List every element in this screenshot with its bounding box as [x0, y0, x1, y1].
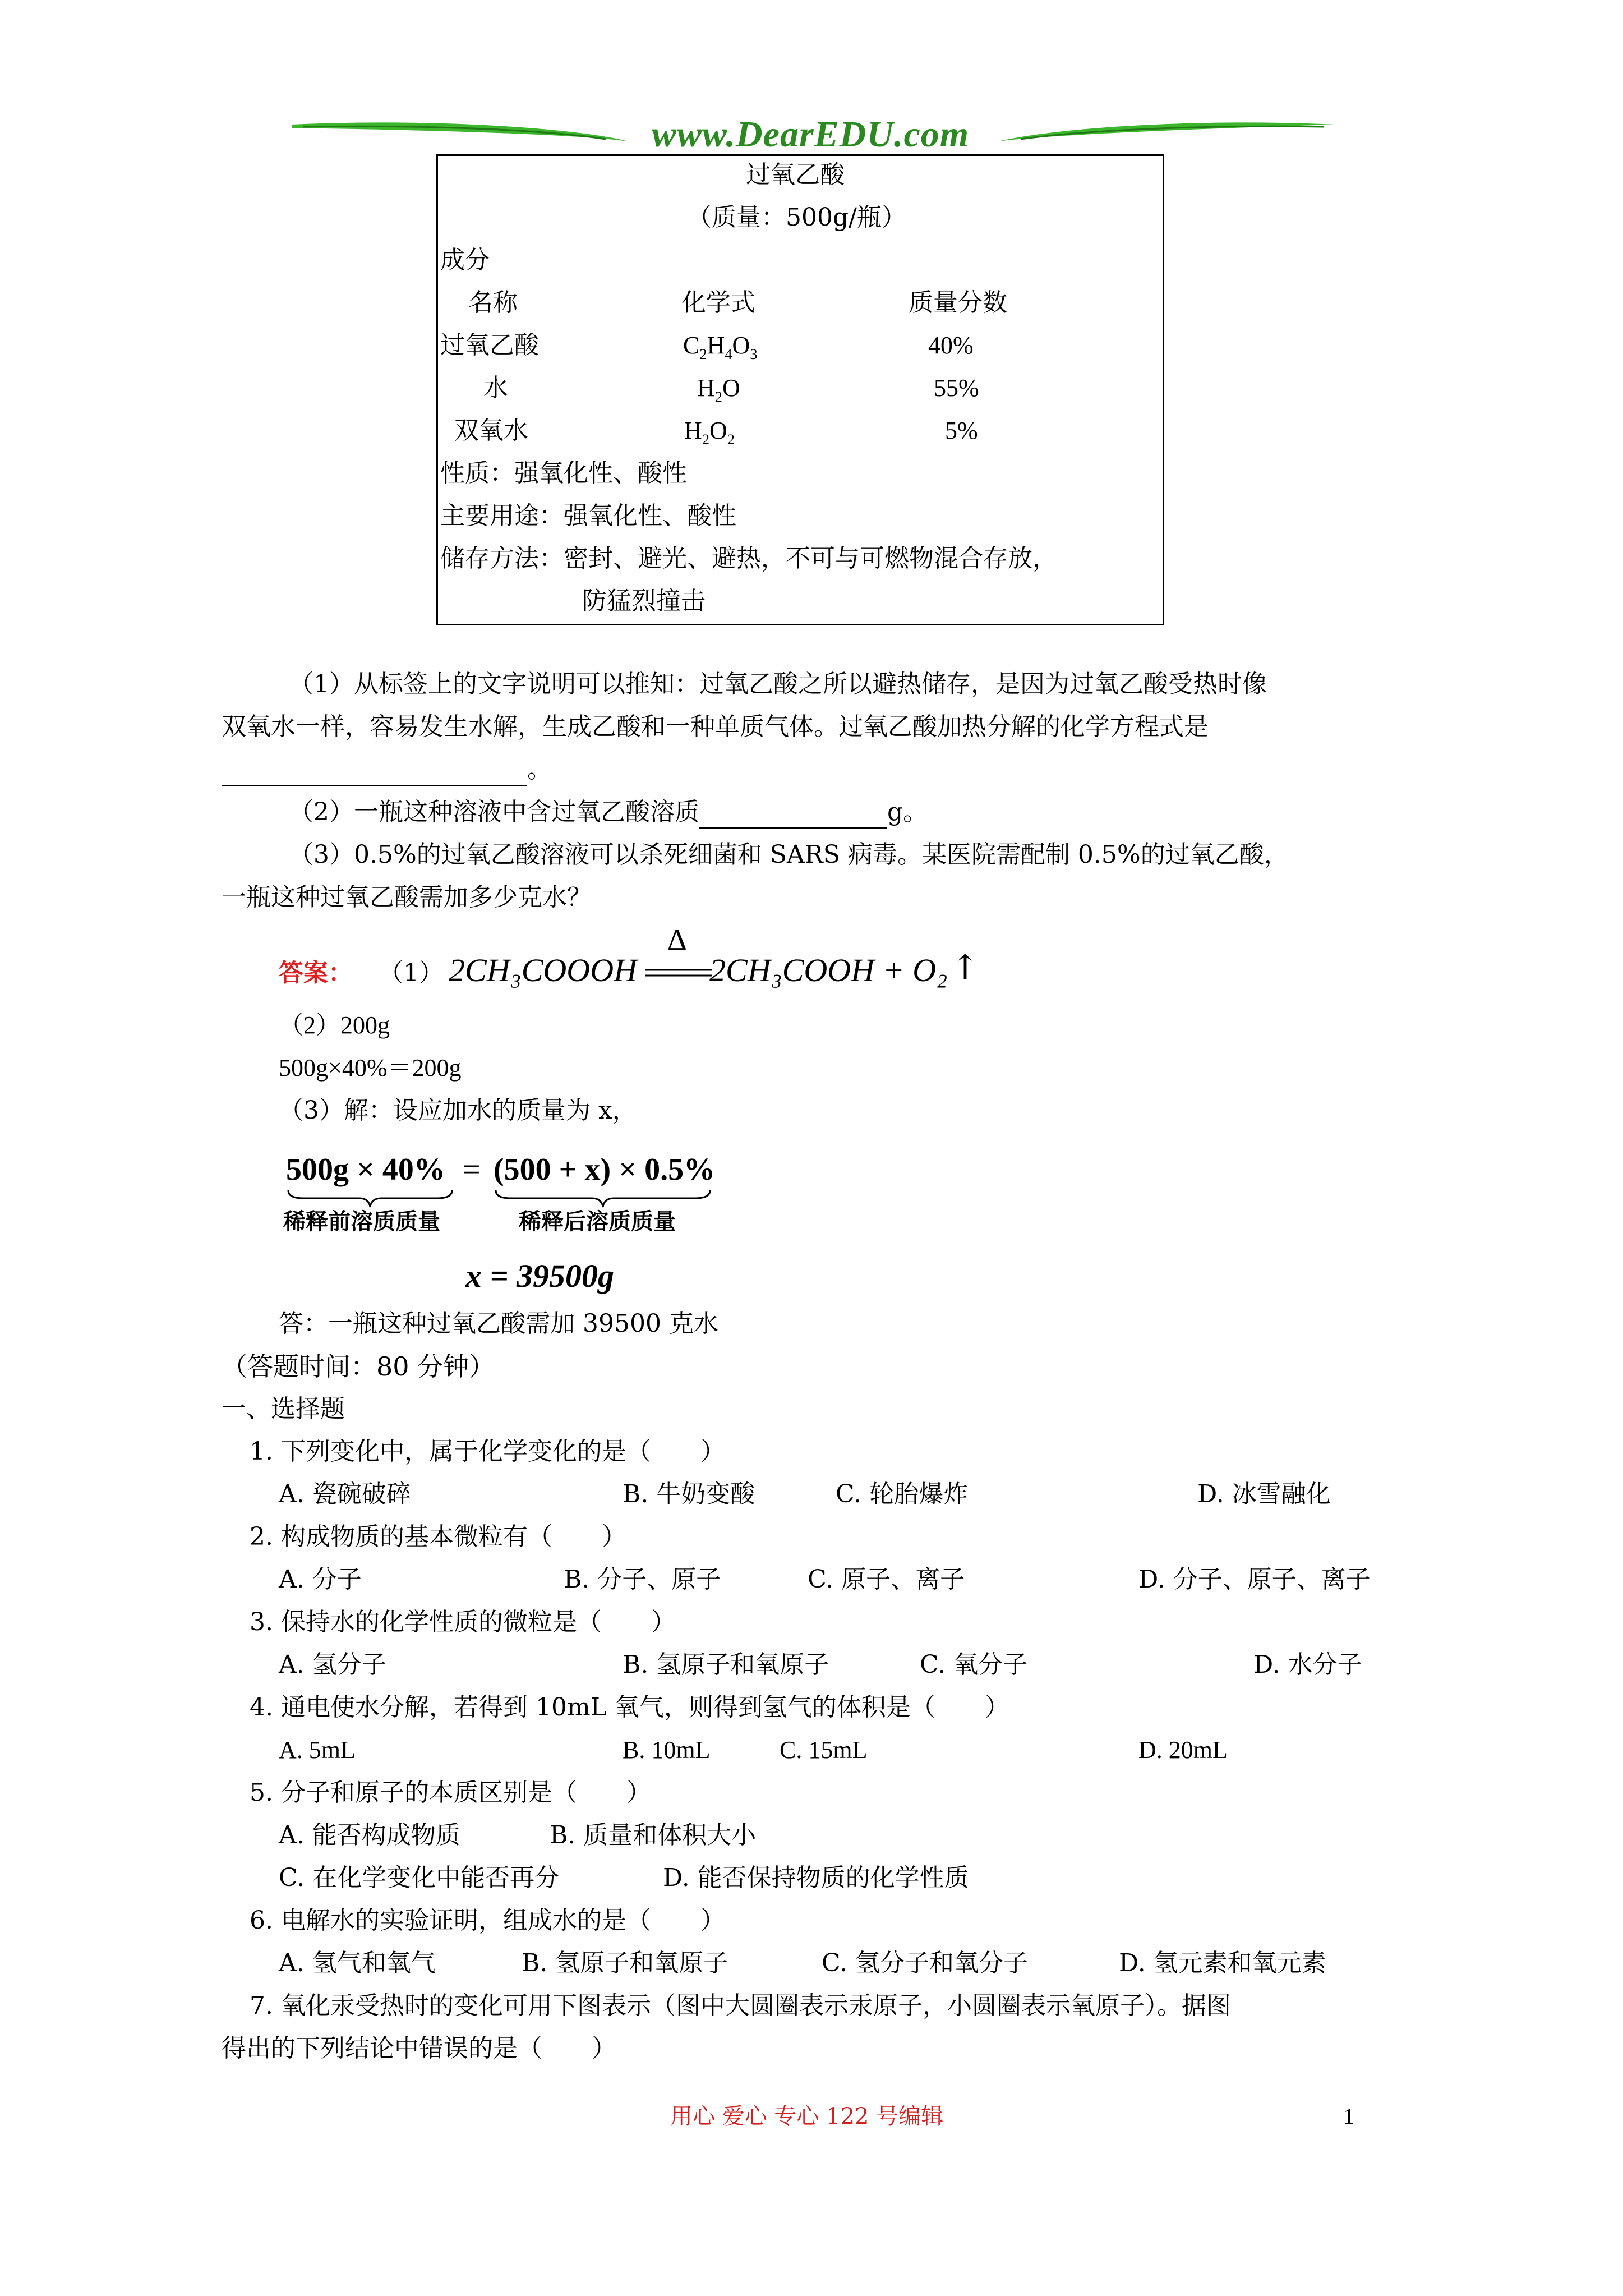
label-row-formula: $C_2H_4O_3$: [683, 332, 758, 362]
label-storage: 储存方法：密封、避光、避热，不可与可燃物混合存放，: [440, 544, 1057, 573]
option: D. 水分子: [1253, 1650, 1362, 1679]
question-item-cont: 得出的下列结论中错误的是（ ）: [222, 2034, 616, 2063]
option: D. 能否保持物质的化学性质: [663, 1864, 969, 1892]
question-item: 1. 下列变化中，属于化学变化的是（ ）: [250, 1437, 725, 1466]
exam-time: （答题时间：80 分钟）: [222, 1351, 495, 1382]
label-components-heading: 成分: [440, 246, 490, 274]
equation-equals-bar: [645, 968, 712, 979]
option: B. 氢原子和氧原子: [623, 1650, 829, 1679]
label-row-formula: $H_2O$: [697, 374, 740, 405]
question-item: 3. 保持水的化学性质的微粒是（ ）: [250, 1608, 676, 1636]
label-col-formula: 化学式: [681, 288, 755, 317]
option: C. 氢分子和氧分子: [822, 1949, 1029, 1977]
option: C. 15mL: [780, 1736, 868, 1764]
page-number: 1: [1343, 2104, 1354, 2129]
option: A. 分子: [279, 1565, 362, 1594]
equation-right: 2CH₃COOH + O₂: [709, 952, 948, 988]
option: A. 氢气和氧气: [279, 1949, 436, 1977]
dilution-equation-equals: =: [463, 1152, 481, 1187]
label-col-name: 名称: [468, 288, 518, 317]
option: D. 冰雪融化: [1197, 1480, 1331, 1508]
option: B. 质量和体积大小: [550, 1821, 757, 1849]
brace-label-after: 稀释后溶质质量: [519, 1208, 676, 1235]
label-usage: 主要用途：强氧化性、酸性: [440, 501, 736, 530]
label-row-name: 双氧水: [454, 416, 528, 445]
answer-label: 答案：: [279, 959, 353, 987]
question-item: 5. 分子和原子的本质区别是（ ）: [250, 1778, 651, 1807]
answer-final: 答：一瓶这种过氧乙酸需加 39500 克水: [279, 1309, 718, 1338]
site-logo-text: www.DearEDU.com: [651, 114, 970, 155]
option: B. 分子、原子: [564, 1565, 721, 1594]
option: D. 分子、原子、离子: [1138, 1565, 1371, 1594]
label-row-fraction: 55%: [934, 374, 979, 402]
label-row-name: 过氧乙酸: [440, 331, 539, 360]
option: D. 氢元素和氧元素: [1119, 1949, 1326, 1977]
label-row-name: 水: [483, 374, 508, 402]
question-1-line2: 双氧水一样，容易发生水解，生成乙酸和一种单质气体。过氧乙酸加热分解的化学方程式是: [222, 712, 1209, 741]
option: C. 原子、离子: [808, 1565, 965, 1594]
answer-part3: （3）解：设应加水的质量为 x，: [279, 1096, 637, 1125]
option: B. 氢原子和氧原子: [522, 1949, 728, 1977]
question-3-line1: （3）0.5%的过氧乙酸溶液可以杀死细菌和 SARS 病毒。某医院需配制 0.5%的过氧乙酸，: [289, 840, 1289, 869]
option: A. 能否构成物质: [279, 1821, 460, 1849]
question-item: 7. 氧化汞受热时的变化可用下图表示（图中大圆圈表示汞原子，小圆圈表示氧原子）。据图: [250, 1991, 1231, 2020]
x-result: x = 39500g: [465, 1258, 615, 1294]
equation-left: 2CH₃COOOH: [449, 952, 637, 988]
question-item: 6. 电解水的实验证明，组成水的是（ ）: [250, 1906, 725, 1935]
option: B. 牛奶变酸: [623, 1480, 755, 1508]
option: A. 氢分子: [279, 1650, 386, 1679]
option: C. 轮胎爆炸: [836, 1480, 969, 1508]
section-heading: 一、选择题: [222, 1395, 345, 1423]
label-row-fraction: 5%: [945, 417, 978, 444]
gas-up-arrow-icon: ↑: [951, 947, 980, 988]
label-row-fraction: 40%: [928, 332, 974, 359]
answer-part1-number: （1）: [379, 959, 444, 987]
question-3-line2: 一瓶这种过氧乙酸需加多少克水？: [222, 883, 592, 912]
label-storage-cont: 防猛烈撞击: [582, 587, 706, 615]
option: C. 在化学变化中能否再分: [279, 1864, 560, 1892]
dilution-equation-right: (500 + x) × 0.5%: [494, 1152, 716, 1187]
question-2: （2）一瓶这种溶液中含过氧乙酸溶质 g。: [289, 795, 928, 829]
label-property: 性质：强氧化性、酸性: [440, 459, 687, 487]
brace-label-before: 稀释前溶质质量: [283, 1208, 440, 1235]
heat-delta-symbol: Δ: [667, 923, 687, 956]
answer-part2: （2）200g: [279, 1011, 390, 1039]
answer-part2-calc: 500g×40%＝200g: [279, 1054, 462, 1082]
question-1-blank-line: 。: [222, 753, 552, 786]
label-mass: （质量：500g/瓶）: [687, 203, 906, 232]
label-col-fraction: 质量分数: [909, 288, 1007, 317]
option: B. 10mL: [623, 1736, 711, 1764]
label-row-formula: $H_2O_2$: [684, 417, 735, 448]
option: A. 5mL: [279, 1736, 356, 1764]
option: C. 氧分子: [920, 1650, 1028, 1679]
option: D. 20mL: [1138, 1736, 1228, 1764]
dilution-equation-left: 500g × 40%: [286, 1152, 445, 1187]
question-item: 4. 通电使水分解，若得到 10mL 氧气，则得到氢气的体积是（ ）: [250, 1693, 1009, 1722]
option: A. 瓷碗破碎: [279, 1480, 411, 1508]
footer-editor-note: 用心 爱心 专心 122 号编辑: [670, 2104, 944, 2129]
label-title: 过氧乙酸: [746, 160, 845, 189]
question-1-line1: （1）从标签上的文字说明可以推知：过氧乙酸之所以避热储存，是因为过氧乙酸受热时像: [289, 670, 1267, 698]
question-item: 2. 构成物质的基本微粒有（ ）: [250, 1522, 626, 1551]
